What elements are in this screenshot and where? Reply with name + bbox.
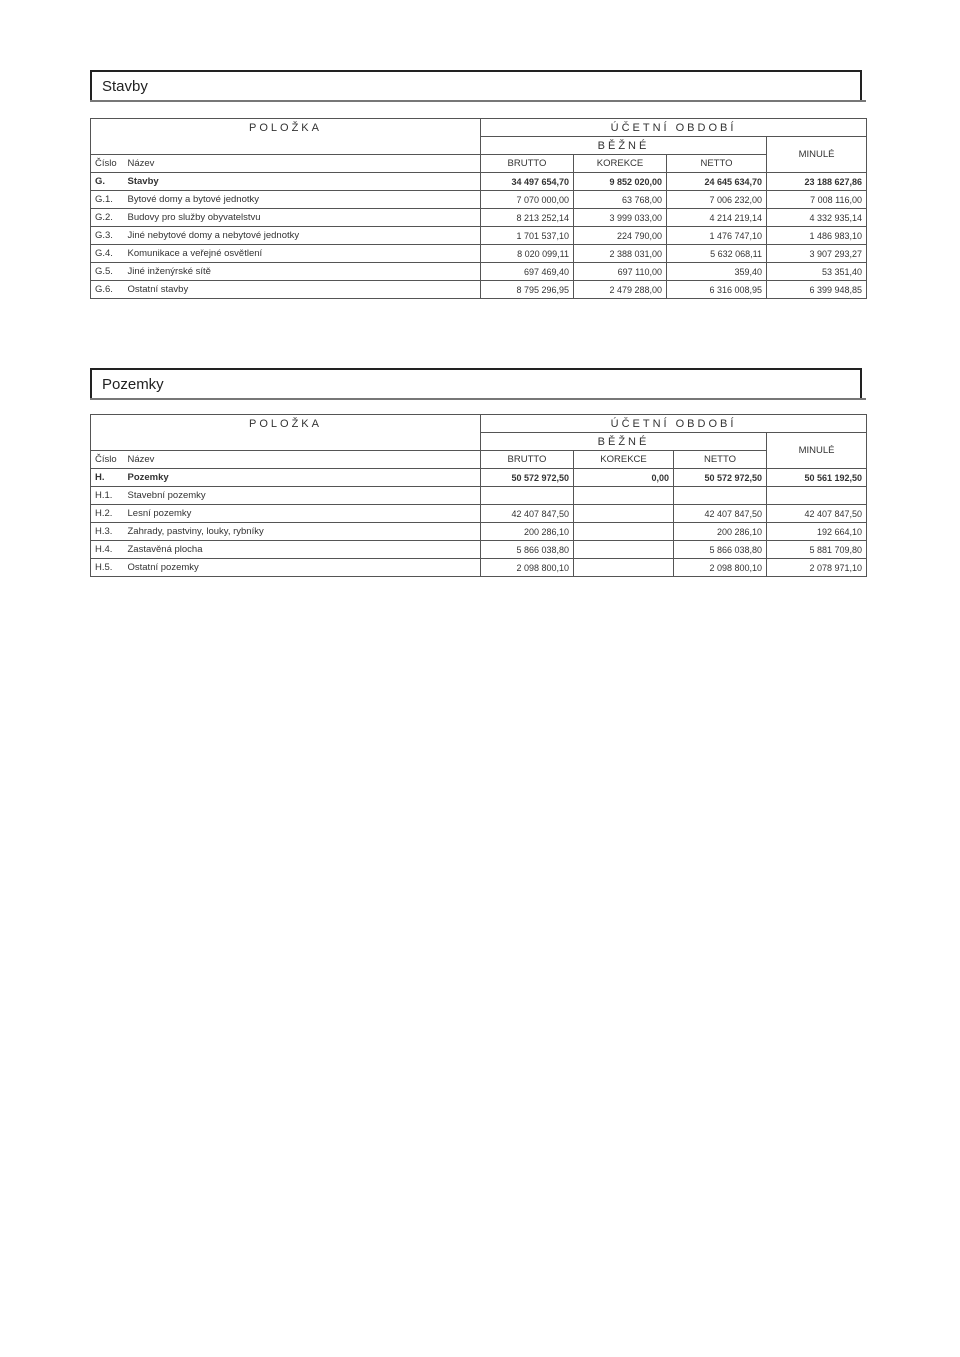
row-korekce: 0,00 xyxy=(574,469,674,487)
row-netto: 7 006 232,00 xyxy=(667,191,767,209)
row-nazev: Zahrady, pastviny, louky, rybníky xyxy=(124,523,481,541)
table-row xyxy=(91,523,867,541)
row-brutto: 42 407 847,50 xyxy=(481,505,574,523)
stavby-netto-header: NETTO xyxy=(667,155,767,173)
row-brutto: 2 098 800,10 xyxy=(481,559,574,577)
row-nazev: Ostatní stavby xyxy=(124,281,481,299)
row-minule: 53 351,40 xyxy=(767,263,867,281)
row-cislo: G.6. xyxy=(91,281,124,299)
row-nazev: Bytové domy a bytové jednotky xyxy=(124,191,481,209)
pozemky-cislo-header: Číslo xyxy=(91,451,124,469)
row-cislo: G.1. xyxy=(91,191,124,209)
row-minule: 1 486 983,10 xyxy=(767,227,867,245)
row-netto: 24 645 634,70 xyxy=(667,173,767,191)
table-row xyxy=(91,469,867,487)
row-netto: 1 476 747,10 xyxy=(667,227,767,245)
row-netto: 5 866 038,80 xyxy=(674,541,767,559)
row-brutto: 8 020 099,11 xyxy=(481,245,574,263)
row-nazev: Budovy pro služby obyvatelstvu xyxy=(124,209,481,227)
row-minule: 50 561 192,50 xyxy=(767,469,867,487)
stavby-cislo-header: Číslo xyxy=(91,155,124,173)
stavby-bezne-label: BĚŽNÉ xyxy=(481,137,767,155)
stavby-section-header xyxy=(90,70,862,102)
pozemky-header-rule xyxy=(90,398,866,400)
row-minule: 7 008 116,00 xyxy=(767,191,867,209)
row-cislo: G.2. xyxy=(91,209,124,227)
row-brutto: 697 469,40 xyxy=(481,263,574,281)
pozemky-title: Pozemky xyxy=(102,376,164,393)
stavby-header-rule xyxy=(90,100,866,102)
row-nazev: Pozemky xyxy=(124,469,481,487)
row-minule: 6 399 948,85 xyxy=(767,281,867,299)
pozemky-ucetni-obdobi: ÚČETNÍ OBDOBÍ xyxy=(481,415,867,433)
table-row xyxy=(91,173,867,191)
row-korekce xyxy=(574,559,674,577)
row-korekce: 2 479 288,00 xyxy=(574,281,667,299)
row-brutto: 200 286,10 xyxy=(481,523,574,541)
row-brutto: 1 701 537,10 xyxy=(481,227,574,245)
pozemky-netto-header: NETTO xyxy=(674,451,767,469)
pozemky-section-header xyxy=(90,368,862,400)
row-minule: 42 407 847,50 xyxy=(767,505,867,523)
row-cislo: G. xyxy=(91,173,124,191)
pozemky-brutto-header: BRUTTO xyxy=(481,451,574,469)
stavby-korekce-header: KOREKCE xyxy=(574,155,667,173)
row-nazev: Ostatní pozemky xyxy=(124,559,481,577)
row-cislo: H.1. xyxy=(91,487,124,505)
stavby-minule-header: MINULÉ xyxy=(767,137,867,173)
table-row xyxy=(91,191,867,209)
row-cislo: H.5. xyxy=(91,559,124,577)
row-brutto xyxy=(481,487,574,505)
pozemky-header-spacer xyxy=(91,433,481,451)
row-netto: 50 572 972,50 xyxy=(674,469,767,487)
row-brutto: 34 497 654,70 xyxy=(481,173,574,191)
row-korekce: 2 388 031,00 xyxy=(574,245,667,263)
pozemky-table xyxy=(90,414,867,577)
row-nazev: Stavby xyxy=(124,173,481,191)
row-brutto: 5 866 038,80 xyxy=(481,541,574,559)
row-netto: 6 316 008,95 xyxy=(667,281,767,299)
row-korekce xyxy=(574,505,674,523)
row-netto xyxy=(674,487,767,505)
pozemky-nazev-header: Název xyxy=(124,451,481,469)
row-cislo: G.3. xyxy=(91,227,124,245)
row-brutto: 50 572 972,50 xyxy=(481,469,574,487)
table-row xyxy=(91,281,867,299)
row-nazev: Zastavěná plocha xyxy=(124,541,481,559)
row-netto: 4 214 219,14 xyxy=(667,209,767,227)
stavby-nazev-header: Název xyxy=(124,155,481,173)
table-row xyxy=(91,505,867,523)
row-nazev: Stavební pozemky xyxy=(124,487,481,505)
row-nazev: Jiné nebytové domy a nebytové jednotky xyxy=(124,227,481,245)
row-cislo: H. xyxy=(91,469,124,487)
row-minule: 3 907 293,27 xyxy=(767,245,867,263)
stavby-header-spacer xyxy=(91,137,481,155)
pozemky-bezne-label: BĚŽNÉ xyxy=(481,433,767,451)
row-minule: 2 078 971,10 xyxy=(767,559,867,577)
row-netto: 5 632 068,11 xyxy=(667,245,767,263)
row-brutto: 7 070 000,00 xyxy=(481,191,574,209)
row-cislo: H.2. xyxy=(91,505,124,523)
row-cislo: G.4. xyxy=(91,245,124,263)
pozemky-polozka-label: POLOŽKA xyxy=(91,415,481,433)
row-cislo: H.4. xyxy=(91,541,124,559)
table-row xyxy=(91,263,867,281)
row-cislo: H.3. xyxy=(91,523,124,541)
stavby-ucetni-obdobi: ÚČETNÍ OBDOBÍ xyxy=(481,119,867,137)
row-nazev: Jiné inženýrské sítě xyxy=(124,263,481,281)
row-brutto: 8 795 296,95 xyxy=(481,281,574,299)
row-netto: 200 286,10 xyxy=(674,523,767,541)
row-minule: 192 664,10 xyxy=(767,523,867,541)
row-netto: 2 098 800,10 xyxy=(674,559,767,577)
table-row xyxy=(91,541,867,559)
stavby-polozka-label: POLOŽKA xyxy=(91,119,481,137)
row-korekce: 224 790,00 xyxy=(574,227,667,245)
row-netto: 359,40 xyxy=(667,263,767,281)
row-minule: 23 188 627,86 xyxy=(767,173,867,191)
row-minule xyxy=(767,487,867,505)
row-korekce: 63 768,00 xyxy=(574,191,667,209)
pozemky-korekce-header: KOREKCE xyxy=(574,451,674,469)
stavby-table xyxy=(90,118,867,299)
table-row xyxy=(91,209,867,227)
row-nazev: Lesní pozemky xyxy=(124,505,481,523)
table-row xyxy=(91,559,867,577)
table-row xyxy=(91,227,867,245)
row-brutto: 8 213 252,14 xyxy=(481,209,574,227)
row-korekce xyxy=(574,541,674,559)
row-korekce: 697 110,00 xyxy=(574,263,667,281)
row-netto: 42 407 847,50 xyxy=(674,505,767,523)
table-row xyxy=(91,487,867,505)
stavby-brutto-header: BRUTTO xyxy=(481,155,574,173)
row-minule: 5 881 709,80 xyxy=(767,541,867,559)
row-korekce xyxy=(574,487,674,505)
row-minule: 4 332 935,14 xyxy=(767,209,867,227)
row-korekce xyxy=(574,523,674,541)
row-nazev: Komunikace a veřejné osvětlení xyxy=(124,245,481,263)
row-cislo: G.5. xyxy=(91,263,124,281)
pozemky-minule-header: MINULÉ xyxy=(767,433,867,469)
stavby-title: Stavby xyxy=(102,78,148,95)
table-row xyxy=(91,245,867,263)
row-korekce: 9 852 020,00 xyxy=(574,173,667,191)
row-korekce: 3 999 033,00 xyxy=(574,209,667,227)
